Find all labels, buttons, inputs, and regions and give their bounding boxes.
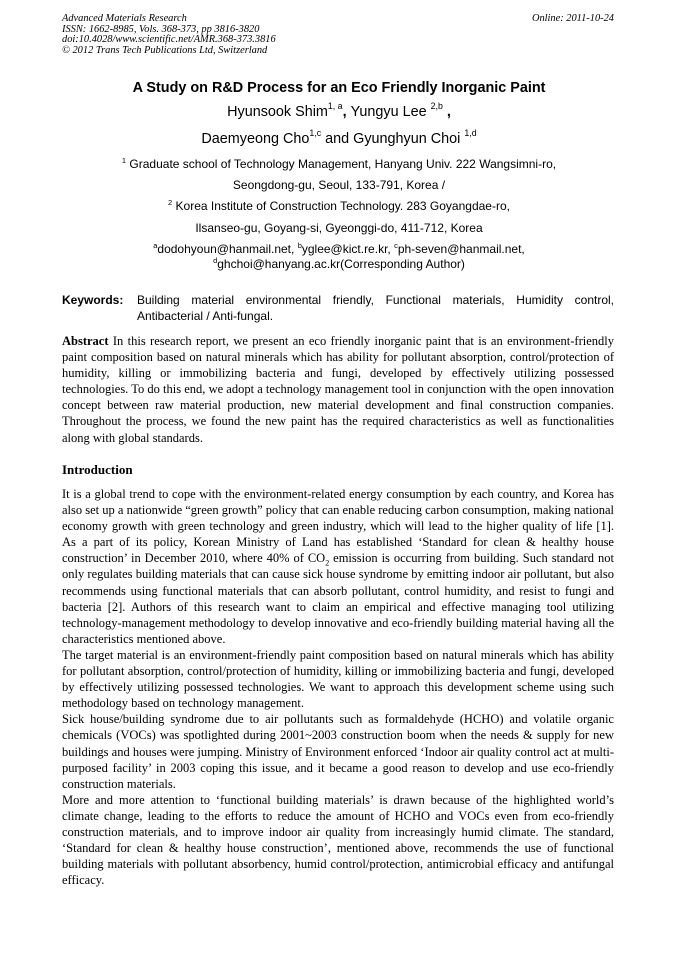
emails-line-1 (0, 242, 678, 256)
online-date: Online: 2011-10-24 (531, 13, 614, 24)
author-separator: , (342, 104, 351, 120)
author-name: Yungyu Lee (350, 104, 431, 120)
emails-line-2 (0, 257, 678, 271)
affil-mark: 2 (168, 198, 173, 207)
author-name: Daemyeong Cho (201, 131, 310, 147)
affiliation-2-line-2: Ilsanseo-gu, Goyang-si, Gyeonggi-do, 411-712, Korea (195, 221, 483, 235)
affiliation-1-line-2: Seongdong-gu, Seoul, 133-791, Korea / (232, 178, 446, 192)
authors-line-1 (0, 101, 678, 120)
abstract-text: In this research report, we present an eco friendly inorganic paint that is an environment-friendly paint composition based on natural minerals which has ability for pollutant absorption, control/protection of humidity, killing or immobilizing bacteria and fungi, developed by effectively utilizing possessed technologies. To do this end, we adopt a technology management tool in conjunction with the open innovation concept between raw material production, new material development and final construction companies. Throughout the process, we found the new paint has the required characteristics as well as functionalities along with global standards. (62, 334, 614, 445)
keywords-label: Keywords: (62, 293, 124, 307)
author-affil-mark: 1, a (327, 101, 343, 112)
author-separator: , (442, 104, 451, 120)
author-affil-mark: 1,d (464, 128, 477, 139)
author-affil-mark: 1,c (309, 128, 322, 139)
author-name: Gyunghyun Choi (353, 131, 465, 147)
paragraph (62, 486, 614, 647)
paragraph: The target material is an environment-friendly paint composition based on natural minerals which has ability for pollutant absorption, control/protection of humidity, killing or immobilizing bacteria and fungi, developed by effectively utilizing possessed technologies. We want to approach this development scheme using such methodology based on technology management. (62, 647, 614, 711)
subscript: 2 (325, 558, 330, 568)
affil-mark: 1 (121, 156, 127, 165)
keywords-text: Building material environmental friendly, Functional materials, Humidity control, Antibacterial / Anti-fungal. (137, 293, 614, 323)
email-address: dodohyoun@hanmail.net, (157, 242, 298, 256)
affil-text: Korea Institute of Construction Technology. 283 Goyangdae-ro, (172, 199, 510, 213)
introduction-body (62, 486, 614, 888)
publication-info (62, 14, 276, 56)
email-mark: c (394, 241, 398, 250)
introduction-heading: Introduction (62, 462, 133, 477)
author-affil-mark: 2,b (430, 101, 443, 112)
author-separator: and (321, 131, 354, 147)
doi-line: doi:10.4028/www.scientific.net/AMR.368-373.3816 (62, 34, 276, 46)
email-address: ph-seven@hanmail.net, (397, 242, 525, 256)
email-mark: a (153, 241, 158, 250)
abstract-label: Abstract (62, 334, 109, 348)
copyright-line: © 2012 Trans Tech Publications Ltd, Switzerland (62, 44, 268, 56)
paper-title: A Study on R&D Process for an Eco Friendly Inorganic Paint (132, 80, 546, 96)
email-address: yglee@kict.re.kr, (301, 242, 395, 256)
email-address: ghchoi@hanyang.ac.kr(Corresponding Author) (217, 257, 465, 271)
issn-line: ISSN: 1662-8985, Vols. 368-373, pp 3816-3820 (62, 23, 260, 35)
keywords-block (62, 292, 614, 324)
affiliation-1-line-1 (0, 157, 678, 171)
affil-text: Graduate school of Technology Management, Hanyang Univ. 222 Wangsimni-ro, (126, 157, 557, 171)
author-name: Hyunsook Shim (227, 104, 328, 120)
paragraph-text: It is a global trend to cope with the environment-related energy consumption by each country, and Korea has also set up a nationwide “green growth” policy that can enable reducing carbon consumption, making national economy growth with green technology and green industry, which will lead to the higher quality of life [1]. As a part of its policy, Korean Ministry of Land has established ‘Standard for clean & healthy house construction’ in December 2010, where 40% of CO (62, 487, 614, 566)
email-mark: b (297, 241, 302, 250)
abstract-block (62, 333, 614, 446)
email-mark: d (213, 256, 218, 265)
affiliation-2-line-1 (0, 199, 678, 213)
paragraph-text: emission is occurring from building. Such standard not only regulates building materials that can cause sick house syndrome by emitting indoor air pollutant, but also recommends using functional materials that can absorb pollutant, control humidity, and resist to fungi and bacteria [2]. Authors of this research want to claim an empirical and effective managing tool utilizing technology-management methodology to develop innovative and eco-friendly building material having all the characteristics mentioned above. (62, 551, 614, 646)
journal-name: Advanced Materials Research (62, 13, 187, 24)
paragraph: Sick house/building syndrome due to air pollutants such as formaldehyde (HCHO) and volatile organic chemicals (VOCs) was spotlighted during 2001~2003 construction boom when the needs & supply for new buildings and houses were jumping. Ministry of Environment enforced ‘Indoor air quality control act at multi-purposed facility’ in 2003 coping this issue, and it became a good reason to develop and use eco-friendly construction materials. (62, 712, 614, 791)
paragraph: More and more attention to ‘functional building materials’ is drawn because of the highlighted world’s climate change, leading to the efforts to reduce the amount of HCHO and VOCs even from eco-friendly construction materials, and to improve indoor air quality from increasingly humid climate. The standard, ‘Standard for clean & healthy house construction’, mentioned above, recommends the use of functional building materials with pollutant absorbency, humid control/protection, antimicrobial efficacy and antifungal efficacy. (62, 792, 614, 888)
authors-line-2 (0, 128, 678, 147)
